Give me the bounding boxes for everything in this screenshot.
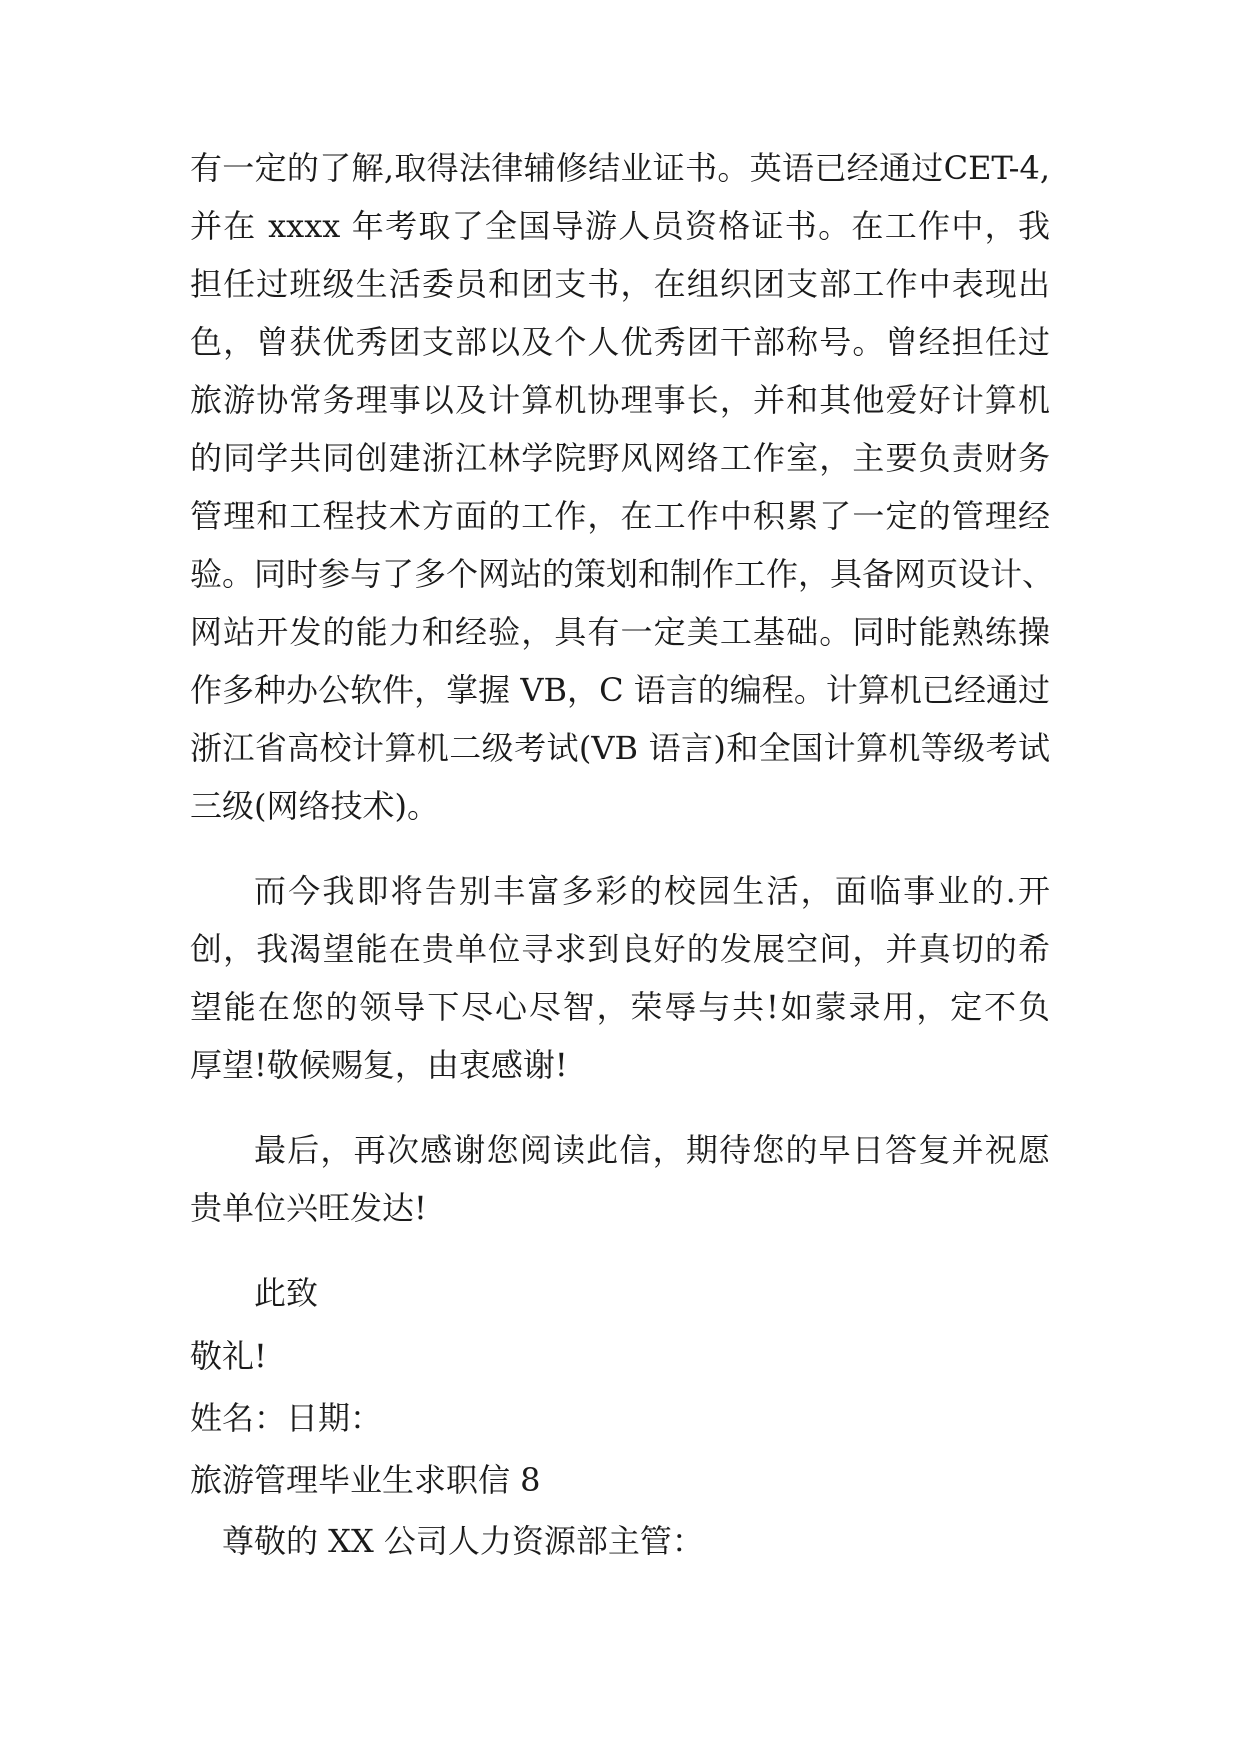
salute-text: 敬礼! (190, 1337, 267, 1375)
paragraph-line: 色，曾获优秀团支部以及个人优秀团干部称号。曾经担任过 (190, 323, 1050, 361)
salutation-line: 尊敬的 XX 公司人力资源部主管： (222, 1522, 704, 1560)
paragraph-line: 网站开发的能力和经验，具有一定美工基础。同时能熟练操 (190, 613, 1050, 651)
paragraph-line: 贵单位兴旺发达! (190, 1189, 427, 1227)
paragraph-line: 验。同时参与了多个网站的策划和制作工作，具备网页设计、 (190, 555, 1055, 593)
paragraph-line: 厚望!敬候赐复，由衷感谢! (190, 1046, 568, 1084)
paragraph-line: 三级(网络技术)。 (190, 787, 439, 825)
paragraph-line: 管理和工程技术方面的工作，在工作中积累了一定的管理经 (190, 497, 1050, 535)
paragraph-line: 创，我渴望能在贵单位寻求到良好的发展空间，并真切的希 (190, 930, 1050, 968)
paragraph-line: 最后，再次感谢您阅读此信，期待您的早日答复并祝愿 (254, 1131, 1050, 1169)
paragraph-line: 有一定的了解,取得法律辅修结业证书。英语已经通过CET-4, (190, 149, 1050, 187)
closing-text: 此致 (254, 1274, 319, 1312)
paragraph-line: 担任过班级生活委员和团支书，在组织团支部工作中表现出 (190, 265, 1050, 303)
paragraph-line: 并在 xxxx 年考取了全国导游人员资格证书。在工作中，我 (190, 207, 1050, 245)
paragraph-line: 的同学共同创建浙江林学院野风网络工作室，主要负责财务 (190, 439, 1050, 477)
paragraph-line: 浙江省高校计算机二级考试(VB 语言)和全国计算机等级考试 (190, 729, 1050, 767)
paragraph-line: 作多种办公软件，掌握 VB，C 语言的编程。计算机已经通过 (190, 671, 1050, 709)
paragraph-line: 望能在您的领导下尽心尽智，荣辱与共!如蒙录用，定不负 (190, 988, 1050, 1026)
section-title: 旅游管理毕业生求职信 8 (190, 1461, 541, 1499)
signature-line: 姓名：日期： (190, 1399, 383, 1437)
paragraph-line: 而今我即将告别丰富多彩的校园生活，面临事业的.开 (254, 872, 1050, 910)
paragraph-line: 旅游协常务理事以及计算机协理事长，并和其他爱好计算机 (190, 381, 1050, 419)
